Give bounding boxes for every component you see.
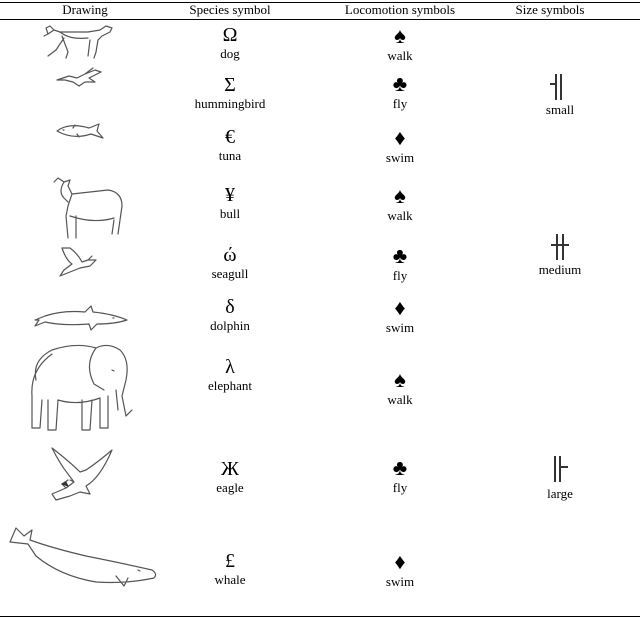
table-row [170, 126, 290, 163]
large-size-symbol-icon [548, 454, 570, 489]
spade-icon: ♠ [394, 183, 406, 208]
species-label: seagull [211, 266, 249, 281]
bull-drawing-icon [48, 176, 128, 242]
table-row [170, 74, 290, 111]
club-icon: ♣ [392, 71, 408, 96]
locomotion-label: fly [392, 96, 408, 111]
eagle-drawing-icon [46, 444, 118, 508]
header-drawing: Drawing [62, 2, 108, 17]
dolphin-drawing-icon [33, 304, 129, 332]
table-row [170, 356, 290, 393]
diamond-icon: ♦ [394, 125, 406, 150]
spade-icon: ♠ [394, 367, 406, 392]
table-row [170, 24, 290, 61]
species-label: dog [220, 46, 240, 61]
locomotion-label: walk [387, 392, 413, 407]
species-symbol: Ж [221, 458, 239, 480]
table-bottom-rule [0, 616, 640, 617]
species-label: tuna [218, 148, 242, 163]
header-locomotion: Locomotion symbols [344, 2, 456, 17]
seagull-drawing-icon [58, 246, 98, 280]
species-symbol: ¥ [225, 184, 235, 206]
locomotion-cell [340, 368, 460, 407]
locomotion-cell [340, 456, 460, 495]
species-symbol: Ω [222, 24, 238, 46]
species-symbol: € [225, 126, 235, 148]
table-row [170, 296, 290, 333]
table-row [170, 458, 290, 495]
club-icon: ♣ [392, 455, 408, 480]
locomotion-label: fly [392, 480, 408, 495]
diamond-icon: ♦ [394, 295, 406, 320]
species-label: hummingbird [194, 96, 266, 111]
locomotion-cell [340, 24, 460, 63]
locomotion-label: fly [392, 268, 408, 283]
species-label: eagle [216, 480, 244, 495]
species-label: elephant [207, 378, 253, 393]
diamond-icon: ♦ [394, 549, 406, 574]
locomotion-cell [340, 184, 460, 223]
whale-drawing-icon [6, 526, 160, 588]
club-icon: ♣ [392, 243, 408, 268]
header-species: Species symbol [189, 2, 271, 17]
locomotion-label: swim [385, 574, 415, 589]
species-symbol: ώ [223, 244, 237, 266]
locomotion-label: walk [387, 48, 413, 63]
locomotion-cell [340, 296, 460, 335]
species-label: whale [214, 572, 246, 587]
size-label: large [547, 486, 573, 501]
species-label: dolphin [210, 318, 250, 333]
size-label: small [545, 102, 575, 117]
header-bottom-rule [0, 19, 640, 20]
locomotion-cell [340, 126, 460, 165]
table-row [170, 550, 290, 587]
dog-drawing-icon [40, 22, 120, 60]
species-symbol: £ [225, 550, 235, 572]
table-row [170, 244, 290, 281]
species-symbol: δ [225, 296, 235, 318]
species-symbol: Σ [224, 74, 236, 96]
spade-icon: ♠ [394, 23, 406, 48]
locomotion-label: swim [385, 320, 415, 335]
hummingbird-drawing-icon [55, 66, 105, 90]
table-row [170, 184, 290, 221]
elephant-drawing-icon [22, 340, 140, 434]
locomotion-cell [340, 244, 460, 283]
species-symbol: λ [225, 356, 235, 378]
locomotion-cell [340, 72, 460, 111]
header-size: Size symbols [515, 2, 585, 17]
locomotion-cell [340, 550, 460, 589]
locomotion-label: swim [385, 150, 415, 165]
locomotion-label: walk [387, 208, 413, 223]
species-label: bull [219, 206, 241, 221]
size-label: medium [538, 262, 582, 277]
tuna-drawing-icon [55, 120, 107, 142]
